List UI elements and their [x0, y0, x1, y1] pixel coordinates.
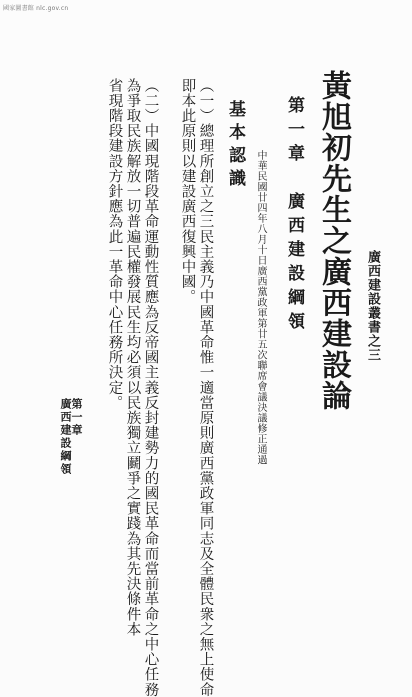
chapter-heading: 第一章 廣西建設綱領: [284, 96, 304, 336]
resolution-note: 中華民國廿四年八月十日廣西黨政軍第廿五次聯席會議決議修正通過: [255, 150, 266, 465]
footer-chapter-title: 廣西建設綱領: [59, 398, 72, 476]
section-heading: 基本認識: [225, 100, 245, 192]
paragraph-2-line-1: （二）中國現階段革命運動性質應為反帝國主義反封建勢力的國民革命而當前革命之中心任務: [142, 78, 159, 697]
paragraph-2-line-2: 為爭取民族解放一切普遍民權發展民生均必須以民族獨立鬬爭之實踐為其先決條件本: [124, 78, 141, 637]
paragraph-1-line-1: （一）總理所創立之三民主義乃中國革命惟一適當原則廣西黨政軍同志及全體民衆之無上使命: [197, 78, 214, 697]
page-footer: [60, 398, 82, 476]
footer-chapter: 第一章: [70, 398, 83, 437]
library-watermark: 國家圖書館 nlc.gov.cn: [3, 5, 69, 12]
series-label: 廣西建設叢書之三: [365, 250, 380, 362]
book-title: 黃旭初先生之廣西建設論: [316, 70, 351, 411]
paragraph-1-line-2: 即本此原則以建設廣西復興中國。: [179, 78, 196, 305]
paragraph-2-line-3: 省現階段建設方針應為此一革命中心任務所決定。: [106, 78, 123, 411]
